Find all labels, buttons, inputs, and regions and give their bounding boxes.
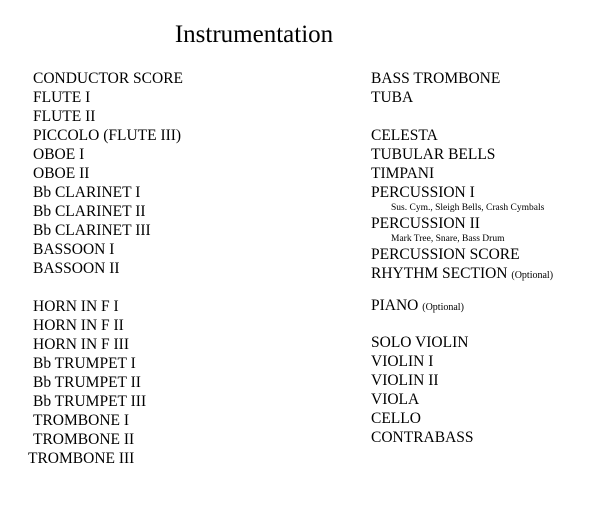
instrument-trumpet-2: Bb TRUMPET II (33, 374, 141, 391)
instrument-solo-violin: SOLO VIOLIN (371, 334, 469, 351)
instrument-trumpet-1: Bb TRUMPET I (33, 355, 136, 372)
percussion-2-instruments-note: Mark Tree, Snare, Bass Drum (391, 234, 505, 244)
instrument-tuba: TUBA (371, 89, 414, 106)
instrument-trombone-2: TROMBONE II (33, 431, 135, 448)
instrument-celesta: CELESTA (371, 127, 438, 144)
instrument-percussion-2: PERCUSSION II (371, 215, 480, 232)
instrument-clarinet-3: Bb CLARINET III (33, 222, 151, 239)
rhythm-section-optional-note: (Optional) (511, 270, 554, 281)
instrument-trombone-3: TROMBONE III (28, 450, 135, 467)
instrument-percussion-score: PERCUSSION SCORE (371, 246, 520, 263)
instrument-piccolo: PICCOLO (FLUTE III) (33, 127, 182, 144)
instrument-bassoon-1: BASSOON I (33, 241, 115, 258)
instrument-viola: VIOLA (371, 391, 420, 408)
instrument-flute-1: FLUTE I (33, 89, 91, 106)
instrument-flute-2: FLUTE II (33, 108, 96, 125)
instrument-conductor-score: CONDUCTOR SCORE (33, 70, 184, 87)
instrument-contrabass: CONTRABASS (371, 429, 474, 446)
instrument-oboe-1: OBOE I (33, 146, 85, 163)
instrument-tubular-bells: TUBULAR BELLS (371, 146, 496, 163)
instrument-trombone-1: TROMBONE I (33, 412, 130, 429)
piano-label: PIANO (371, 297, 419, 314)
rhythm-section-label: RHYTHM SECTION (371, 265, 508, 282)
percussion-1-instruments-note: Sus. Cym., Sleigh Bells, Crash Cymbals (391, 203, 545, 213)
piano-optional-note: (Optional) (422, 302, 464, 313)
instrument-trumpet-3: Bb TRUMPET III (33, 393, 147, 410)
instrument-oboe-2: OBOE II (33, 165, 90, 182)
instrument-violin-2: VIOLIN II (371, 372, 439, 389)
instrument-timpani: TIMPANI (371, 165, 435, 182)
instrument-horn-1: HORN IN F I (33, 298, 119, 315)
page-title: Instrumentation (174, 21, 334, 48)
instrument-clarinet-1: Bb CLARINET I (33, 184, 141, 201)
instrument-bass-trombone: BASS TROMBONE (371, 70, 501, 87)
instrument-clarinet-2: Bb CLARINET II (33, 203, 146, 220)
instrument-rhythm-section (371, 264, 553, 283)
left-instrument-column (28, 69, 184, 468)
right-instrument-column (371, 69, 553, 447)
instrument-cello: CELLO (371, 410, 421, 427)
instrument-horn-2: HORN IN F II (33, 317, 124, 334)
instrument-horn-3: HORN IN F III (33, 336, 130, 353)
instrument-percussion-1: PERCUSSION I (371, 184, 475, 201)
instrument-piano (371, 296, 553, 315)
instrument-violin-1: VIOLIN I (371, 353, 434, 370)
instrument-bassoon-2: BASSOON II (33, 260, 120, 277)
